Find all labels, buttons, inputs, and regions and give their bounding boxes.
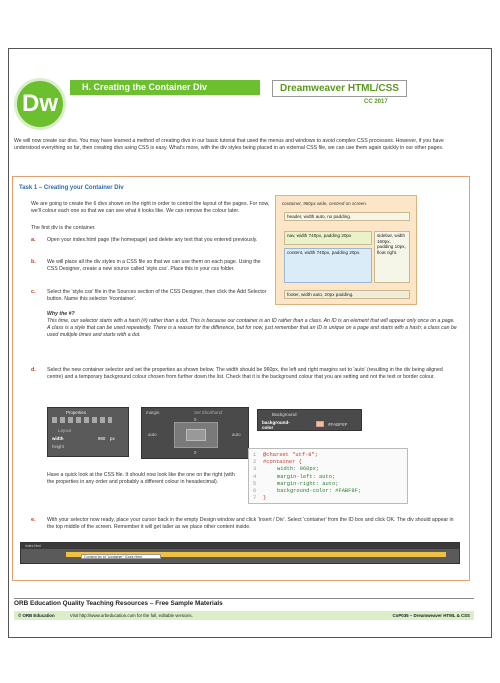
- diagram-container: container, 960px wide, centred on screen.: [282, 201, 368, 206]
- properties-title: Properties: [66, 410, 87, 415]
- dreamweaver-logo: Dw: [14, 78, 66, 130]
- background-color-label: background-color: [262, 420, 290, 430]
- code-line: 5 margin-right: auto;: [253, 480, 339, 487]
- diagram-footer: footer, width auto, 20px padding.: [284, 290, 410, 299]
- background-panel: [257, 409, 362, 431]
- why-text: This time, our selector starts with a hash (#) rather than a dot. This is because our container is an ID rather than a class. An ID is an element that will appear only once on a page. A class is a style that can be used repeatedly. There is a reason for the difference, but for now, just remember that an ID is unique on a page and starts with a hash; a class can be used multiple times and starts with a dot.: [47, 318, 457, 338]
- margin-panel: [141, 407, 249, 459]
- footer-visit: Visit http://www.orbeducation.com for the full, editable versions.: [69, 613, 193, 618]
- background-title: Background: [272, 412, 297, 417]
- background-color-value[interactable]: #FABF8F: [328, 422, 348, 427]
- margin-top-value[interactable]: 0: [194, 417, 197, 422]
- step-e-letter: e.: [31, 517, 36, 523]
- task-title: Task 1 – Creating your Container Div: [19, 185, 124, 191]
- margin-box-inner: [186, 429, 206, 441]
- set-shorthand-label: Set Shorthand: [194, 410, 223, 415]
- diagram-sidebar: sidebar, width 160px, padding 10px, float right.: [374, 231, 410, 283]
- diagram-content: content, width 740px, padding 20px.: [284, 248, 372, 283]
- check-css-text: Have a quick look at the CSS file. It should now look like the one on the right (with the properties in any order and probably a different colour in hexadecimal).: [47, 472, 235, 485]
- diagram-header: header, width auto, no padding.: [284, 212, 410, 221]
- design-view-screenshot: [20, 542, 460, 564]
- step-a-letter: a.: [31, 237, 36, 243]
- task-first-div: The first div is the container.: [31, 225, 96, 231]
- footer-band: [14, 611, 474, 620]
- margin-right-value[interactable]: auto: [232, 432, 241, 437]
- task-intro: We are going to create the 6 divs shown on the right in order to control the layout of the pages. For now, we'll colour each one so that we can see what it looks like. We can remove the colour later.: [31, 201, 270, 214]
- margin-left-value[interactable]: auto: [148, 432, 157, 437]
- margin-label: margin: [146, 410, 160, 415]
- code-line: 1 @charset "utf-8";: [253, 452, 318, 458]
- width-unit: px: [110, 436, 115, 441]
- margin-bottom-value[interactable]: 0: [194, 450, 197, 455]
- why-title: Why the #?: [47, 311, 75, 317]
- code-line: 4 margin-left: auto;: [253, 473, 336, 480]
- step-e-text: With your selector now ready, place your cursor back in the empty Design window and click 'Insert / Div'. Select 'container' from the ID box and click OK. The div should appear in the top middle of the screen. Remember it will get taller as we place other content inside.: [47, 517, 454, 530]
- step-a-text: Open your index.html page (the homepage) and delete any text that you entered previously.: [47, 237, 258, 243]
- product-title: Dreamweaver HTML/CSS: [272, 80, 407, 97]
- css-code-listing: [248, 448, 408, 504]
- footer-title: ORB Education Quality Teaching Resources – Free Sample Materials: [14, 600, 223, 607]
- step-d-letter: d.: [31, 367, 36, 373]
- layout-label: Layout: [58, 428, 72, 433]
- container-div[interactable]: Content for id "container" Goes Here: [81, 554, 161, 559]
- code-line: 6 background-color: #FABF8F;: [253, 488, 362, 495]
- footer-copyright: © ORB Education: [18, 613, 55, 618]
- design-view-tab[interactable]: index.html: [21, 543, 459, 549]
- toolbar-icons: [52, 417, 112, 423]
- step-b-text: We will place all the div styles in a CSS file so that we can use them on each page. Using the CSS Designer, create a new source called 'style.css'. Place this in your css folder.: [47, 259, 261, 272]
- layout-diagram: [275, 195, 417, 305]
- step-b-letter: b.: [31, 259, 36, 265]
- footer-divider: [14, 598, 474, 599]
- code-line: 7 }: [253, 495, 267, 502]
- task-box: [12, 176, 470, 581]
- version-label: CC 2017: [364, 99, 388, 105]
- step-c-text: Select the 'style.css' file in the Sources section of the CSS Designer, then click the Add Selector button. Name this selector '#container'.: [47, 289, 267, 302]
- footer-code: CoP035 – Dreamweaver HTML & CSS: [392, 613, 470, 618]
- properties-panel: [47, 407, 129, 457]
- background-color-swatch[interactable]: [316, 421, 324, 427]
- code-line: 2 #container {: [253, 459, 302, 466]
- width-value[interactable]: 960: [98, 436, 106, 441]
- width-label: width: [52, 436, 64, 441]
- intro-paragraph: We will now create our divs. You may have learned a method of creating divs in our basic tutorial that used the menus and windows to avoid complex CSS processes. However, if you have understood everything so far, then creating divs using CSS is easy. What's more, with the div styles being placed in an external CSS file, we can use them again quickly in our other pages.: [14, 138, 444, 151]
- diagram-nav: nav, width 740px, padding 20px: [284, 231, 372, 245]
- section-title: H. Creating the Container Div: [70, 80, 260, 95]
- height-label: height: [52, 444, 64, 449]
- code-line: 3 width: 960px;: [253, 466, 320, 473]
- step-c-letter: c.: [31, 289, 36, 295]
- step-d-text: Select the new container selector and set the properties as shown below. The width should be 960px, the left and right margins set to 'auto' (resulting in the div being aligned centre) and a temporary background colour chosen from further down the list. Check that it is the background colour that you are setting and not the text or border colour.: [47, 367, 443, 380]
